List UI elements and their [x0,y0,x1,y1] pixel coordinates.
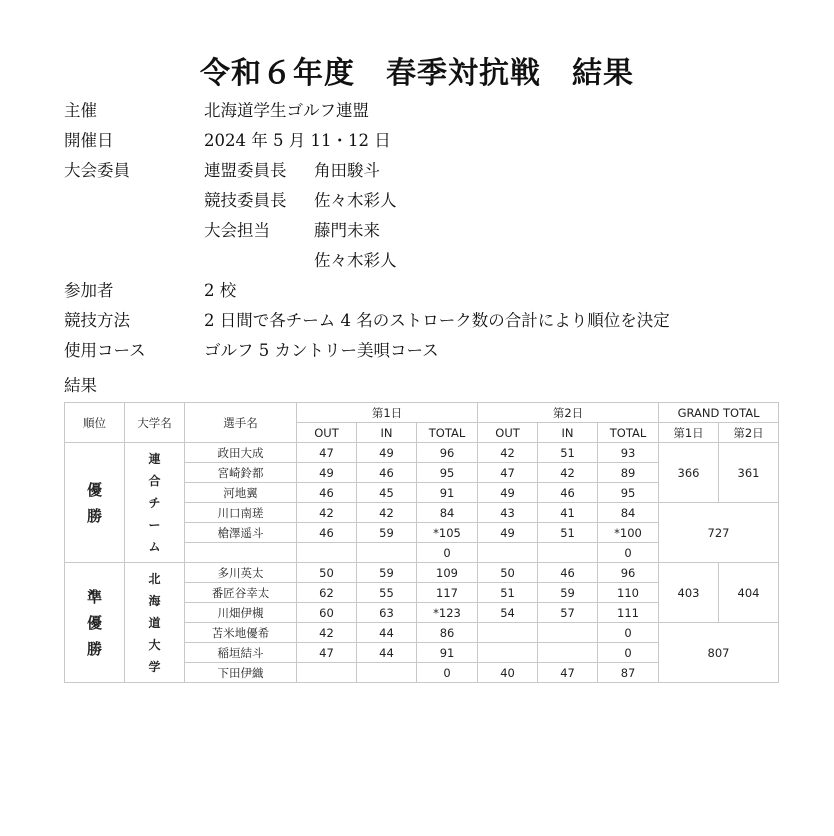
player-name: 政田大成 [185,443,297,463]
player-name: 宮崎鈴都 [185,463,297,483]
player-name: 下田伊織 [185,663,297,683]
header-day1: 第1日 [297,403,478,423]
day1-out: 50 [297,563,357,583]
day2-total: 110 [598,583,659,603]
day2-total: 0 [598,643,659,663]
day1-out [297,663,357,683]
player-name: 川畑伊槻 [185,603,297,623]
player-name [185,543,297,563]
team-university [125,563,185,683]
day2-in: 41 [538,503,598,523]
team-place-text: 準優勝 [86,587,102,658]
day2-in: 46 [538,563,598,583]
day1-out: 60 [297,603,357,623]
day2-in [538,623,598,643]
player-name: 番匠谷幸太 [185,583,297,603]
day2-in: 51 [538,443,598,463]
day2-out: 51 [478,583,538,603]
day1-total: 109 [417,563,478,583]
day2-out: 50 [478,563,538,583]
team-university-text: 連合チーム [148,451,161,554]
day1-total: 117 [417,583,478,603]
header-out: OUT [297,423,357,443]
day1-out: 42 [297,623,357,643]
day2-in: 57 [538,603,598,623]
header-player: 選手名 [185,403,297,443]
day1-out: 62 [297,583,357,603]
host-label: 主催 [64,101,97,120]
day1-total: 91 [417,483,478,503]
day2-total: 84 [598,503,659,523]
day2-out: 40 [478,663,538,683]
day1-in: 63 [357,603,417,623]
day1-total: 96 [417,443,478,463]
header-in: IN [357,423,417,443]
table-row [65,443,779,463]
day2-out: 42 [478,443,538,463]
day1-in: 49 [357,443,417,463]
committee-label: 大会委員 [64,161,130,180]
method-label: 競技方法 [64,311,130,330]
day2-out: 43 [478,503,538,523]
day1-in [357,663,417,683]
day1-total: 84 [417,503,478,523]
table-row [65,563,779,583]
header-row [65,403,779,423]
day1-out: 42 [297,503,357,523]
grand-total-day2: 361 [719,443,779,503]
player-name: 稲垣結斗 [185,643,297,663]
team-place [65,443,125,563]
page-title: 令和６年度 春季対抗戦 結果 [200,56,634,91]
day2-out: 47 [478,463,538,483]
day2-in: 59 [538,583,598,603]
day2-out: 49 [478,523,538,543]
committee-name: 佐々木彩人 [314,191,397,210]
day1-in: 59 [357,563,417,583]
header-university: 大学名 [125,403,185,443]
grand-total: 727 [659,503,779,563]
method-value: 2 日間で各チーム 4 名のストローク数の合計により順位を決定 [204,311,670,330]
header-gt-day1: 第1日 [659,423,719,443]
host-value: 北海道学生ゴルフ連盟 [204,101,369,120]
day2-total: 96 [598,563,659,583]
day2-total: *100 [598,523,659,543]
participants-label: 参加者 [64,281,114,300]
participants-value: 2 校 [204,281,237,300]
player-name: 槍澤遥斗 [185,523,297,543]
header-total: TOTAL [417,423,478,443]
team-place [65,563,125,683]
day2-out [478,543,538,563]
day1-out: 46 [297,523,357,543]
day1-in: 55 [357,583,417,603]
day1-total: 0 [417,663,478,683]
day1-total: 86 [417,623,478,643]
day1-out: 49 [297,463,357,483]
header-grand-total: GRAND TOTAL [659,403,779,423]
results-table [64,402,779,683]
team-university [125,443,185,563]
player-name: 河地翼 [185,483,297,503]
committee-name: 佐々木彩人 [314,251,397,270]
course-label: 使用コース [64,341,146,360]
day2-total: 95 [598,483,659,503]
team-place-text: 優勝 [86,480,102,525]
day1-in: 45 [357,483,417,503]
date-value: 2024 年 5 月 11・12 日 [204,131,391,150]
player-name: 苫米地優希 [185,623,297,643]
day1-in: 44 [357,623,417,643]
day2-total: 111 [598,603,659,623]
header-in: IN [538,423,598,443]
date-label: 開催日 [64,131,114,150]
day2-total: 93 [598,443,659,463]
grand-total-day1: 403 [659,563,719,623]
committee-role: 競技委員長 [204,191,287,210]
day1-in: 42 [357,503,417,523]
header-day2: 第2日 [478,403,659,423]
day2-out [478,643,538,663]
header-out: OUT [478,423,538,443]
committee-name: 藤門未来 [314,221,380,240]
day2-in: 42 [538,463,598,483]
day1-out: 47 [297,643,357,663]
grand-total-day2: 404 [719,563,779,623]
player-name: 川口南瑳 [185,503,297,523]
course-value: ゴルフ 5 カントリー美唄コース [204,341,439,360]
committee-role: 連盟委員長 [204,161,287,180]
day1-total: 91 [417,643,478,663]
day2-total: 0 [598,543,659,563]
day2-in: 47 [538,663,598,683]
result-label: 結果 [64,376,97,395]
day2-in: 51 [538,523,598,543]
header-gt-day2: 第2日 [719,423,779,443]
team-university-text: 北海道大学 [148,571,161,674]
day2-out [478,623,538,643]
day1-out: 46 [297,483,357,503]
day1-total: 0 [417,543,478,563]
player-name: 多川英太 [185,563,297,583]
day2-total: 89 [598,463,659,483]
day2-out: 49 [478,483,538,503]
day2-in: 46 [538,483,598,503]
day2-in [538,643,598,663]
committee-role: 大会担当 [204,221,270,240]
header-total: TOTAL [598,423,659,443]
day1-total: 95 [417,463,478,483]
day1-in: 44 [357,643,417,663]
day1-total: *105 [417,523,478,543]
day1-in [357,543,417,563]
day2-out: 54 [478,603,538,623]
day2-in [538,543,598,563]
grand-total: 807 [659,623,779,683]
grand-total-day1: 366 [659,443,719,503]
day2-total: 0 [598,623,659,643]
day1-out [297,543,357,563]
day2-total: 87 [598,663,659,683]
day1-in: 59 [357,523,417,543]
committee-name: 角田駿斗 [314,161,380,180]
day1-out: 47 [297,443,357,463]
header-rank: 順位 [65,403,125,443]
day1-total: *123 [417,603,478,623]
day1-in: 46 [357,463,417,483]
